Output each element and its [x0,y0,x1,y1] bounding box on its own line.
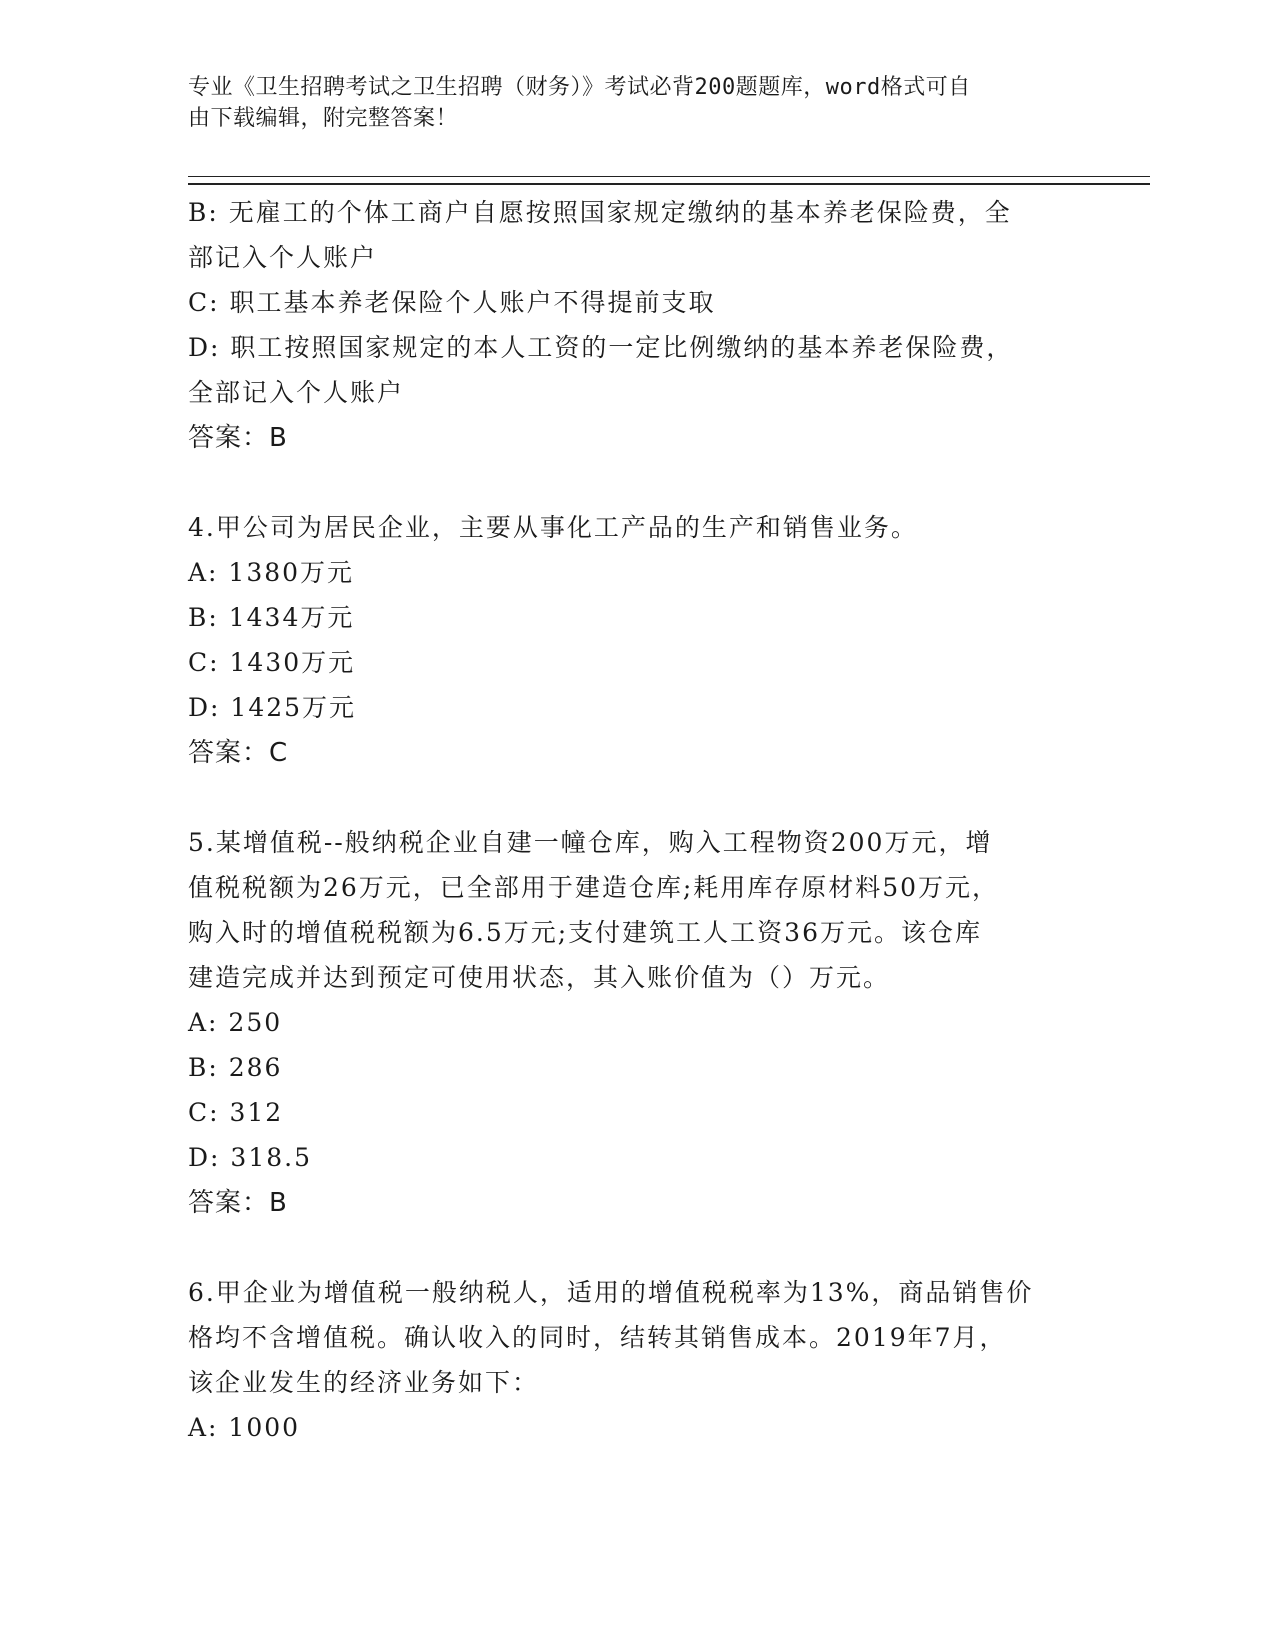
question-4 [188,505,1088,776]
question-stem-line-1: 5.某增值税--般纳税企业自建一幢仓库，购入工程物资200万元，增 [188,828,993,857]
option-b: B: 286 [188,1053,283,1082]
header-title-line-2: 由下载编辑，附完整答案！ [188,106,459,131]
option-c: C: 职工基本养老保险个人账户不得提前支取 [188,288,716,317]
question-3 [188,190,1088,461]
option-b: B: 1434万元 [188,603,355,632]
question-stem-line-3: 购入时的增值税税额为6.5万元;支付建筑工人工资36万元。该仓库 [188,918,982,947]
option-d: D: 318.5 [188,1143,312,1172]
question-stem-line-2: 格均不含增值税。确认收入的同时，结转其销售成本。2019年7月， [188,1323,1007,1352]
question-5 [188,820,1088,1226]
option-b-line-1: B: 无雇工的个体工商户自愿按照国家规定缴纳的基本养老保险费，全 [188,198,1012,227]
document-body [188,190,1088,1450]
option-d-line-1: D: 职工按照国家规定的本人工资的一定比例缴纳的基本养老保险费， [188,333,1014,362]
spacer [188,776,1088,820]
header-divider [188,176,1150,185]
answer: 答案：C [188,738,289,768]
option-a: A: 250 [188,1008,283,1037]
option-c: C: 312 [188,1098,284,1127]
document-header [188,72,1068,134]
header-title-line-1: 专业《卫生招聘考试之卫生招聘（财务）》考试必背200题题库，word格式可自 [188,75,971,100]
question-6 [188,1270,1088,1450]
question-stem-line-4: 建造完成并达到预定可使用状态，其入账价值为（）万元。 [188,963,891,992]
option-b-line-2: 部记入个人账户 [188,243,378,272]
option-c: C: 1430万元 [188,648,356,677]
option-a: A: 1380万元 [188,558,355,587]
answer: 答案：B [188,423,288,453]
answer: 答案：B [188,1188,288,1218]
spacer [188,461,1088,505]
question-stem: 4.甲公司为居民企业，主要从事化工产品的生产和销售业务。 [188,513,918,542]
question-stem-line-2: 值税税额为26万元，已全部用于建造仓库;耗用库存原材料50万元， [188,873,1000,902]
option-d: D: 1425万元 [188,693,357,722]
question-stem-line-1: 6.甲企业为增值税一般纳税人，适用的增值税税率为13%，商品销售价 [188,1278,1034,1307]
spacer [188,1226,1088,1270]
option-d-line-2: 全部记入个人账户 [188,378,405,407]
question-stem-line-3: 该企业发生的经济业务如下： [188,1368,540,1397]
option-a: A: 1000 [188,1413,301,1442]
